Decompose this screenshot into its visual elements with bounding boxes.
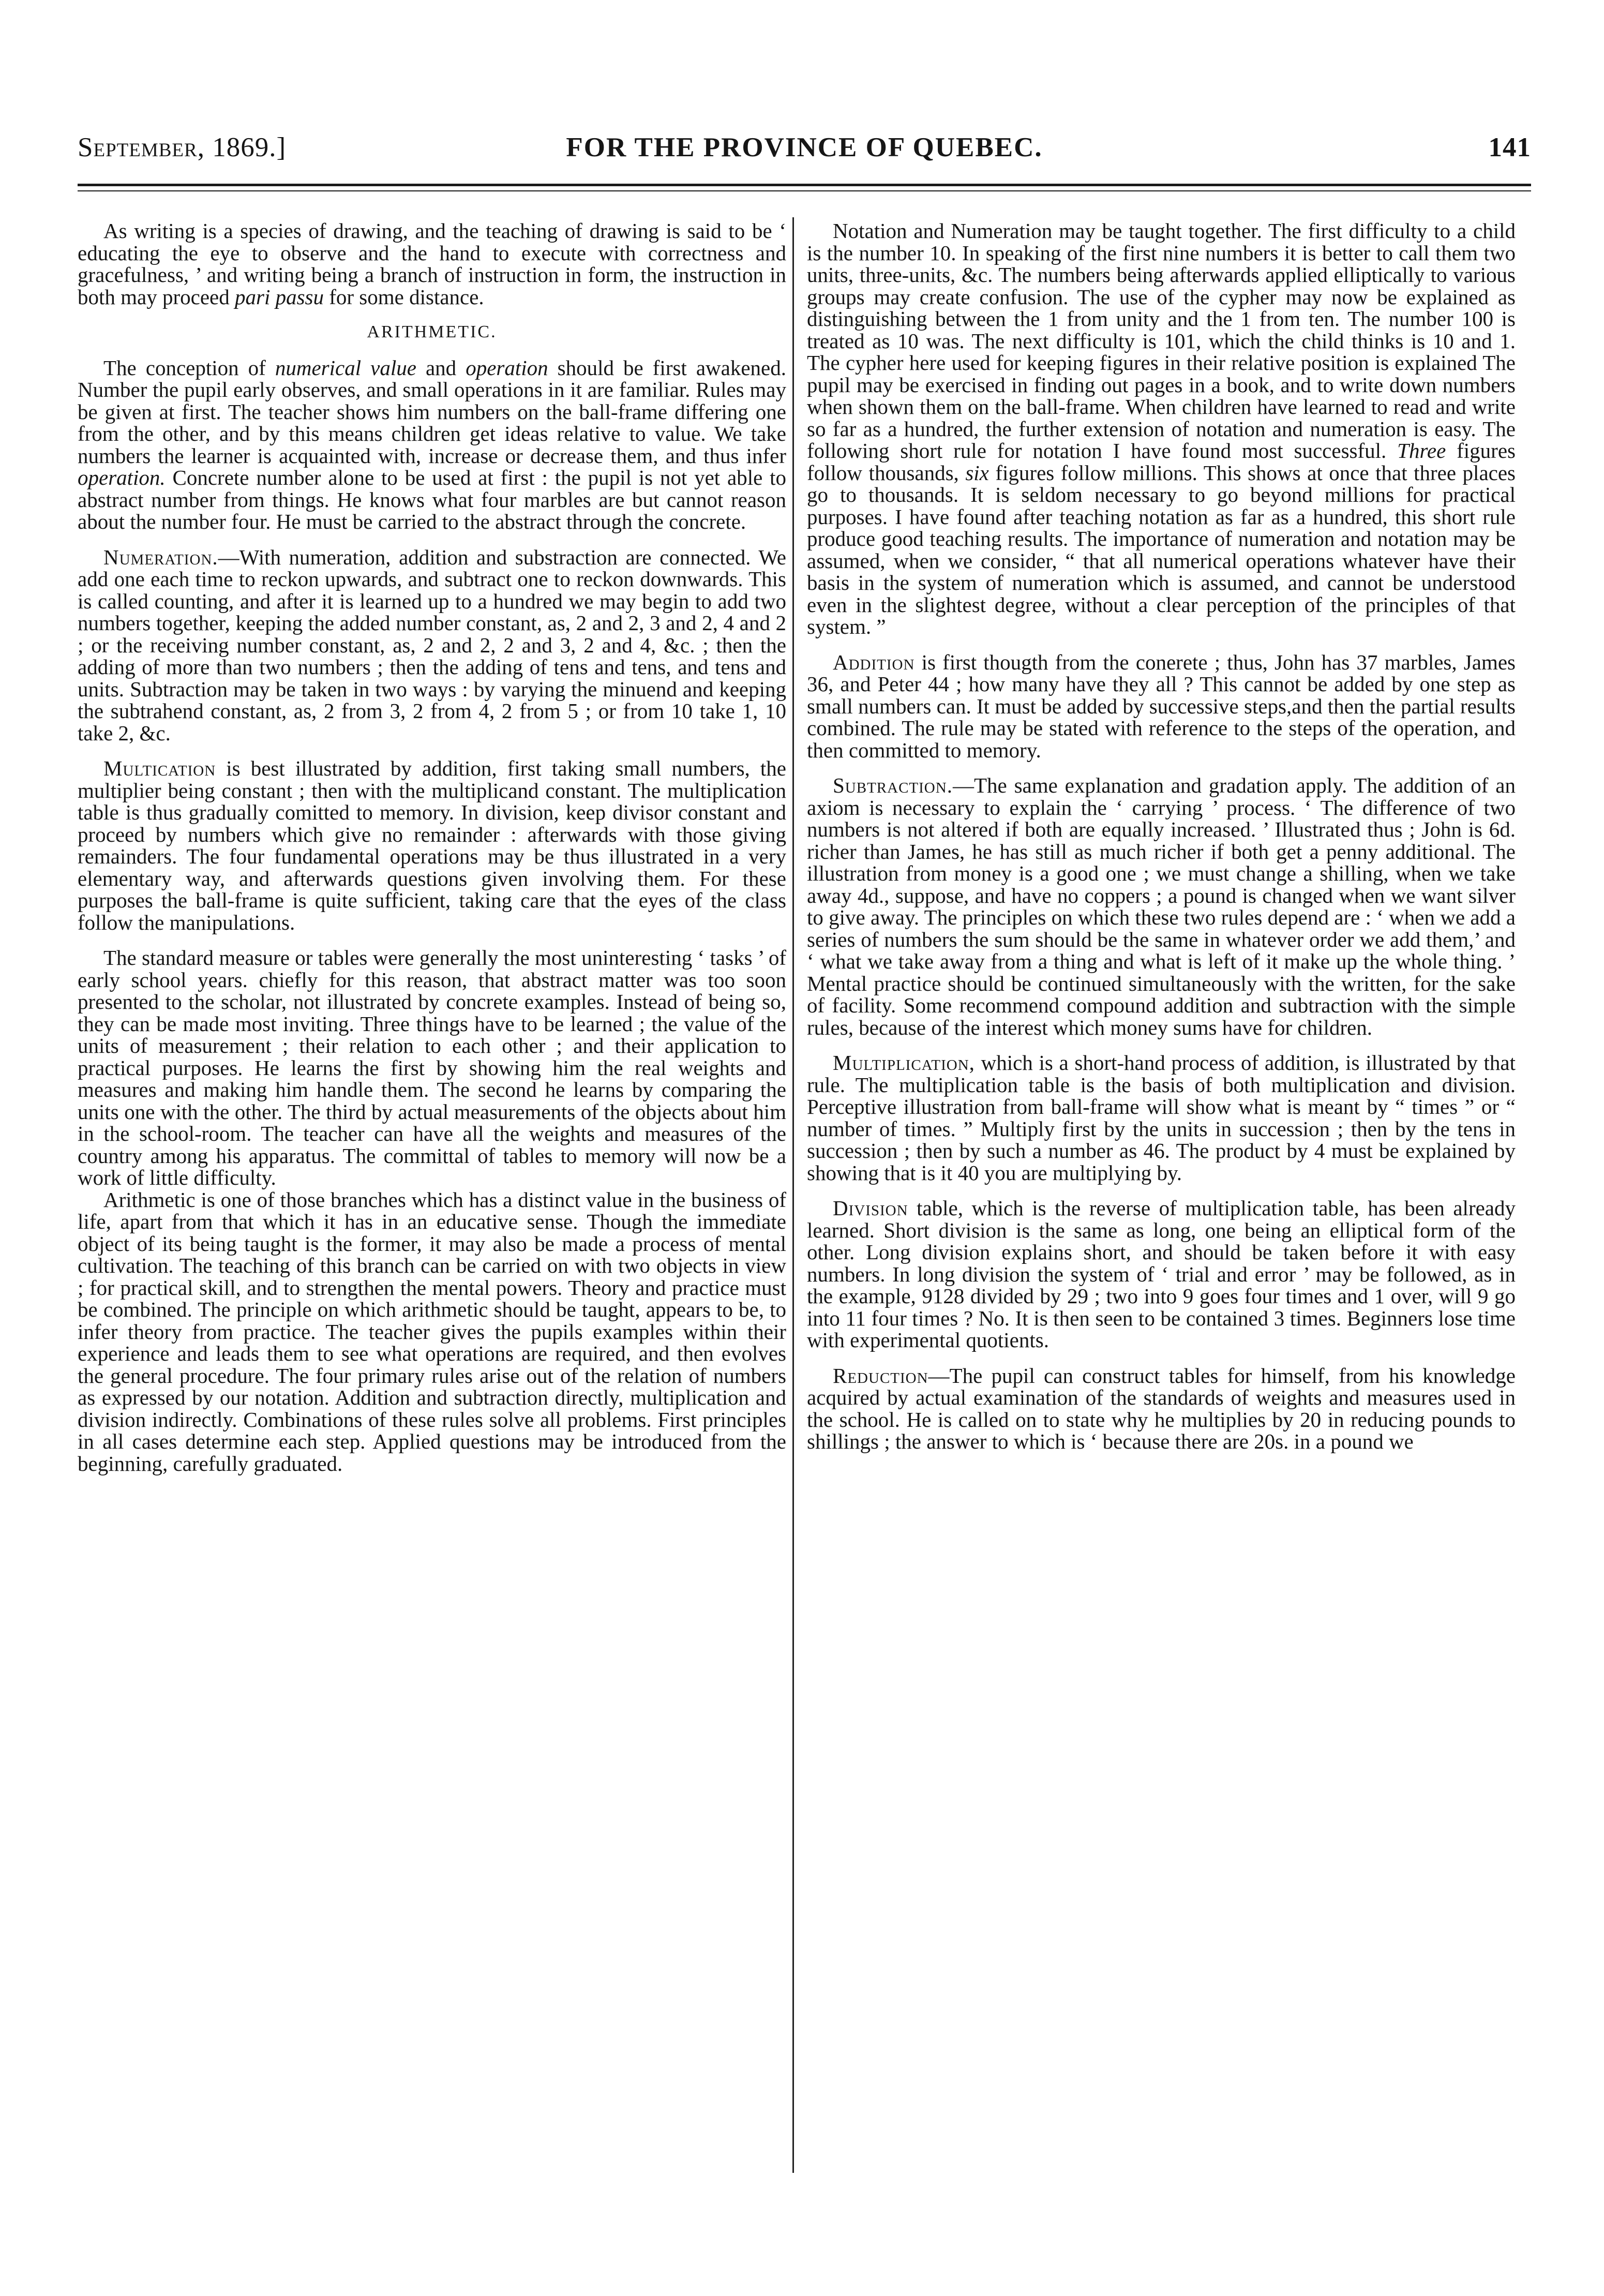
header-rule-thick [78,184,1531,186]
left-column [78,220,786,1474]
column-divider [792,217,794,2173]
section-heading-arithmetic: ARITHMETIC. [367,322,497,341]
paragraph-multiplication: Multiplication, which is a short-hand process of addition, is illustrated by that rule. The multiplication table is the basis of both multiplication and division. Perceptive illustration from ball-frame will show what is meant by “ times ” or “ number of times. ” Multiply first by the units in succession ; then by the tens in succession ; then by such a number as 46. The product by 4 must be explained by showing that is it 40 you are multiplying by. [807,1051,1516,1185]
paragraph-addition: Addition is first thougth from the conerete ; thus, John has 37 marbles, James 36, and Peter 44 ; how many have they all ? This cannot be added by one step as small numbers can. It must be added by successive steps,and then the partial results combined. The rule may be stated with reference to the steps of the operation, and then committed to memory. [807,650,1516,762]
right-column [807,220,1516,1453]
header-date: September, 1869.] [78,132,287,162]
header-page-number: 141 [1488,132,1531,162]
paragraph-numerical-value: The conception of numerical value and operation should be first awakened. Number the pupil early observes, and small operations in it are familiar. Rules may be given at first. The teacher shows him numbers on the ball-frame differing one from the other, and by this means children get ideas relative to value. We take numbers the learner is acquainted with, increase or decrease them, and thus infer operation. Concrete number alone to be used at first : the pupil is not yet able to abstract number from things. He knows what four marbles are but cannot reason about the number four. He must be carried to the abstract through the concrete. [78,355,786,533]
paragraph-division: Division table, which is the reverse of multiplication table, has been already learned. Short division is the same as long, one being an elliptical form of the other. Long division explains short, and should be taken before it with easy numbers. In long division the system of ‘ trial and error ’ may be followed, as in the example, 9128 divided by 29 ; two into 9 goes four times and 1 over, will 9 go into 11 four times ? No. It is then seen to be contained 3 times. Beginners lose time with experimental quotients. [807,1196,1516,1352]
paragraph-subtraction: Subtraction.—The same explanation and gradation apply. The addition of an axiom is necessary to explain the ‘ carrying ’ process. ‘ The difference of two numbers is not altered if both are equally increased. ’ Illustrated thus ; John is 6d. richer than James, he has still as much richer if both get a penny additional. The illustration from money is a good one ; we must change a shilling, when we take away 4d., suppose, and have no coppers ; a pound is changed when we want silver to give away. The principles on which these two rules depend are : ‘ when we add a series of numbers the sum should be the same in whatever order we add them,’ and ‘ what we take away from a thing and what is left of it make up the whole thing. ’ Mental practice should be continued simultaneously with the written, for the sake of facility. Some recommend compound addition and subtraction with the simple rules, because of the interest which money sums have for children. [807,773,1516,1039]
paragraph-numeration: Numeration.—With numeration, addition and substraction are connected. We add one each time to reckon upwards, and subtract one to reckon downwards. This is called counting, and after it is learned up to a hundred we may begin to add two numbers together, keeping the added number constant, as, 2 and 2, 3 and 2, 4 and 2 ; or the receiving number constant, as, 2 and 2, 2 and 3, 2 and 4, &c. ; then the adding of more than two numbers ; then the adding of tens and tens, and tens and units. Subtraction may be taken in two ways : by varying the minuend and keeping the subtrahend constant, as, 2 from 3, 2 from 4, 2 from 5 ; or from 10 take 1, 10 take 2, &c. [78,545,786,745]
paragraph-arithmetic-branches: Arithmetic is one of those branches which has a distinct value in the business of life, apart from that which it has in an educative sense. Though the immediate object of its being taught is the former, it may also be made a process of mental cultivation. The teaching of this branch can be carried on with two objects in view ; for practical skill, and to strengthen the mental powers. Theory and practice must be combined. The principle on which arithmetic should be taught, appears to be, to infer theory from practice. The teacher gives the pupils examples within their experience and leads them to see what operations are required, and then evolves the general procedure. The four primary rules arise out of the relation of numbers as expressed by our notation. Addition and subtraction directly, multiplication and division indirectly. Combinations of these rules solve all problems. First principles in all cases determine each step. Applied questions may be introduced from the beginning, carefully graduated. [78,1187,786,1475]
paragraph-writing-drawing: As writing is a species of drawing, and the teaching of drawing is said to be ‘ educating the eye to observe and the hand to execute with correctness and gracefulness, ’ and writing being a branch of instruction in form, the instruction in both may proceed pari passu for some distance. [78,219,786,309]
paragraph-notation: Notation and Numeration may be taught together. The first difficulty to a child is the number 10. In speaking of the first nine numbers it is better to call them two units, three-units, &c. The numbers being afterwards applied elliptically to various groups may create confusion. The use of the cypher may now be explained as distinguishing between the 1 from unity and the 1 from ten. The number 100 is treated as 10 was. The next difficulty is 101, which the child thinks is 10 and 1. The cypher here used for keeping figures in their relative position is explained The pupil may be exercised in finding out pages in a book, and to write down numbers when shown them on the ball-frame. When children have learned to read and write so far as a hundred, the further extension of notation and numeration is easy. The following short rule for notation I have found most successful. Three figures follow thousands, six figures follow millions. This shows at once that three places go to thousands. It is seldom necessary to go beyond millions for practical purposes. I have found after teaching notation as far as a hundred, this short rule produce good teaching results. The importance of numeration and notation may be assumed, when we consider, “ that all numerical operations whatever have their basis in the system of numeration which is assumed, and cannot be understood even in the slightest degree, without a clear perception of the principles of that system. ” [807,219,1516,638]
paragraph-reduction: Reduction—The pupil can construct tables for himself, from his knowledge acquired by actual examination of the standards of weights and measures used in the school. He is called on to state why he multiplies by 20 in reducing pounds to shillings ; the answer to which is ‘ because there are 20s. in a pound we [807,1363,1516,1453]
header-title: FOR THE PROVINCE OF QUEBEC. [566,132,1043,162]
page-header [78,132,1531,173]
header-rule-thin [78,190,1531,191]
paragraph-standard-measure: The standard measure or tables were generally the most uninteresting ‘ tasks ’ of early school years. chiefly for this reason, that abstract matter was too soon presented to the scholar, not illustrated by concrete examples. Instead of being so, they can be made most inviting. Three things have to be learned ; the value of the units of measurement ; their relation to each other ; and their application to practical purposes. He learns the first by showing him the real weights and measures and making him handle them. The second he learns by comparing the units one with the other. The third by actual measurements of the objects about him in the school-room. The teacher can have all the weights and measures of the country among his apparatus. The committal of tables to memory will now be a work of little difficulty. [78,946,786,1189]
paragraph-multication: Multication is best illustrated by addition, first taking small numbers, the multiplier being constant ; then with the multiplicand constant. The multiplication table is thus gradually comitted to memory. In division, keep divisor constant and proceed by numbers which give no remainder : afterwards with those giving remainders. The four fundamental operations may be thus illustrated in a very elementary way, and afterwards questions given involving them. For these purposes the ball-frame is quite sufficient, taking care that the eyes of the class follow the manipulations. [78,756,786,934]
